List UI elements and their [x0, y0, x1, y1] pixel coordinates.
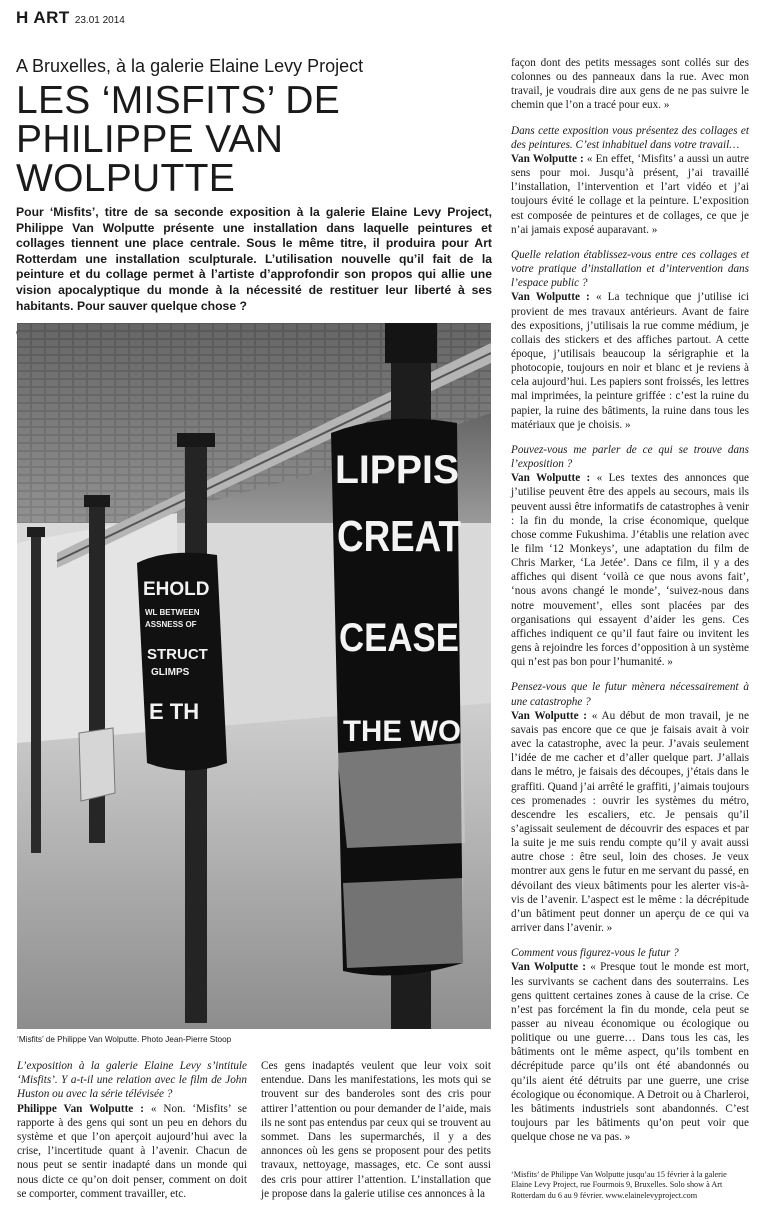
body-lower-columns — [17, 1059, 491, 1201]
poster-right-line-4: THE WO — [343, 715, 461, 748]
question-6: Comment vous figurez-vous le futur ? — [511, 947, 679, 960]
magazine-brand: H ART — [16, 8, 70, 27]
body-column-2 — [261, 1059, 491, 1201]
poster-right-line-3: CEASE — [339, 616, 459, 660]
question-3: Quelle relation établissez-vous entre ces collages et votre pratique d’installation et d’intervention dans l’espace public ? — [511, 248, 749, 290]
poster-left-line-4: STRUCT — [147, 646, 208, 663]
installation-photo — [17, 323, 491, 1029]
speaker-label: Van Wolputte : — [511, 709, 588, 722]
answer-1-end: façon dont des petits messages sont collés sur des colonnes ou des panneaux dans la rue. Avec mon travail, je voudrais dire aux gens de ne pas suivre le chemin que l’on a tracé pour eux. » — [511, 57, 749, 112]
page-header — [16, 8, 125, 28]
poster-right-line-2: CREAT — [337, 512, 462, 561]
article-header — [16, 54, 492, 339]
article-lead: Pour ‘Misfits’, titre de sa seconde exposition à la galerie Elaine Levy Project, Philippe Van Wolputte présente une installation dans laquelle peintures et collages tiennent une place centrale. Sous le même titre, il produira pour Art Rotterdam une installation sculpturale. L’utilisation nouvelle qu’il fait de la peinture et du collage permet à l’artiste d’approfondir son propos qui allie une vision apocalyptique du monde à la nécessité de restituer leur liberté à ses habitants. Pour sauver quelque chose ? — [16, 205, 492, 313]
speaker-label: Van Wolputte : — [511, 291, 590, 304]
poster-left-line-3: ASSNESS OF — [145, 620, 197, 629]
answer-5: Van Wolputte : « Au début de mon travail, je ne savais pas encore que ce que je faisais avait à voir avec la catastrophe, avec la peur. J’avais seulement l’idée de me cacher et d’aller quelque part. J’allais dans le métro, je faisais des découpes, j’étais dans le graffiti. Quand j’ai arrêté le graffiti, j’aimais toujours ces promenades : ouvrir les systèmes du métro, descendre les escaliers, etc. Je pensais qu’il s’agissait seulement de découvrir des espaces et par la suite je me suis rendu compte qu’il y avait aussi autre chose : être seul, loin des choses. Je veux montrer aux gens le futur en me servant du passé, en dévoilant des vieux bâtiments pour les alerter vis-à-vis de l’avenir. L’aspect est le même : la décrépitude d’un bâtiment peut donner un aperçu de ce qui va arriver dans l’avenir. » — [511, 709, 749, 935]
answer-2: Van Wolputte : « En effet, ‘Misfits’ a aussi un autre sens pour moi. Jusqu’à présent, j’ai travaillé l’installation, l’intervention et l’art vidéo et j’ai toujours évité le collage et la peinture. L’exposition est composée de peintures et de collages, ce que je n’ai jamais exposé auparavant. » — [511, 152, 750, 236]
article-title: LES ‘MISFITS’ DE PHILIPPE VAN WOLPUTTE — [16, 79, 341, 200]
answer-6: Van Wolputte : « Presque tout le monde est mort, les survivants se cachent dans des souterrains. Les gens quittent certaines zones à cause de la crise. Ce n’est pas forcément la fin du monde, cela peut se passer au niveau économique ou écologique ou politique ou une guerre… Dans tous les cas, les bâtiments ont le même aspect, qu’ils tombent en décrépitude parce qu’ils ont été abandonnés ou qu’ils aient été détruits par une guerre, une crise écologique ou économique. A Detroit ou à Charleroi, les bâtiments industriels sont abandonnés. C’est toujours par les bâtiments qu’on peut voir que quelque chose ne va pas. » — [511, 961, 750, 1144]
photo-caption: ‘Misfits’ de Philippe Van Wolputte. Photo Jean-Pierre Stoop — [17, 1035, 232, 1044]
speaker-label: Van Wolputte : — [511, 152, 584, 165]
poster-left-line-2: WL BETWEEN — [145, 608, 200, 617]
poster-left-line-5: GLIMPS — [151, 667, 190, 678]
exhibition-footnote: ‘Misfits’ de Philippe Van Wolputte jusqu’au 15 février à la galerie Elaine Levy Project, rue Fourmois 9, Bruxelles. Solo show à Art Rotterdam du 6 au 9 février. www.elainelevyproject.com — [511, 1170, 727, 1200]
question-5: Pensez-vous que le futur mènera nécessairement à une catastrophe ? — [511, 681, 749, 708]
answer-3: Van Wolputte : « La technique que j’utilise ici provient de mes travaux antérieurs. Avant de faire des expositions, j’utilisais la rue comme médium, je collais des stickers et des affiches partout. A cette époque, j’utilisais beaucoup la sérigraphie et la photocopie, toujours en noir et blanc et je reviens à cela aujourd’hui. Les papiers sont froissés, les lettres mal imprimées, la peinture griffée : c’est la ruine du papier, la ruine des bâtiments, la ruine dans tous les matériaux que je choisis. » — [511, 291, 749, 431]
question-1: L’exposition à la galerie Elaine Levy s’intitule ‘Misfits’. Y a-t-il une relation avec le film de John Huston ou avec la série télévisée ? — [17, 1060, 247, 1101]
question-4: Pouvez-vous me parler de ce qui se trouve dans l’exposition ? — [511, 443, 749, 471]
poster-left-line-6: E TH — [149, 699, 200, 724]
answer-4: Van Wolputte : « Les textes des annonces que j’utilise peuvent être des appels au secours, mais ils peuvent aussi être informatifs de catastrophes à venir : la fin du monde, la crise économique, quelque chose comme Fukushima. J’établis une relation avec le film ‘12 Monkeys’, une adaptation du film de Chris Marker, ‘La Jetée’. Dans ce film, il y a des affiches qui disent ‘voilà ce que nous avons fait’, ‘nous avons changé le monde’, ‘suivez-nous dans notre mouvement’, elles sont placées par des organisations qui essayent d’aider les gens. Ces affiches indiquent ce qu’il faut faire ou invitent les gens à rejoindre les forces d’opposition à un système qui n’est pas bon pour l’humanité. » — [511, 472, 750, 669]
answer-1-continued: Ces gens inadaptés veulent que leur voix soit entendue. Dans les manifestations, les mots qui se trouvent sur des banderoles sont des cris pour attirer l’attention ou pour demander de l’aide, mais ils ne sont pas entendus par ceux qui se trouvent au sommet. Dans les supermarchés, il y a des annonces où les gens se proposent pour des petits travaux, nettoyage, massages, etc. Ce sont aussi des cris pour attirer l’attention. L’installation que je propose dans la galerie utilise ces annonces à la — [261, 1060, 491, 1200]
speaker-label: Van Wolputte : — [511, 961, 587, 974]
question-2: Dans cette exposition vous présentez des collages et des peintures. C’est inhabituel dans votre travail… — [511, 124, 749, 151]
answer-1: Philippe Van Wolputte : « Non. ‘Misfits’ se rapporte à des gens qui sont un peu en dehors du système et que l’on aperçoit aujourd’hui avec la crise, l’incertitude quant à l’avenir. Chacun de nous peut se sentir inadapté dans un monde qui nous dicte ce qu’on doit penser, comment on doit se comporter, comment travailler, etc. — [17, 1102, 247, 1200]
poster-left-line-1: EHOLD — [143, 579, 210, 600]
speaker-label: Van Wolputte : — [511, 472, 591, 485]
speaker-label: Philippe Van Wolputte : — [17, 1102, 144, 1115]
body-right-column — [511, 56, 749, 1144]
poster-right-line-1: LIPPIS — [335, 448, 459, 492]
issue-date: 23.01 2014 — [74, 15, 125, 26]
article-kicker: A Bruxelles, à la galerie Elaine Levy Project — [16, 56, 364, 76]
body-column-1 — [17, 1059, 247, 1201]
